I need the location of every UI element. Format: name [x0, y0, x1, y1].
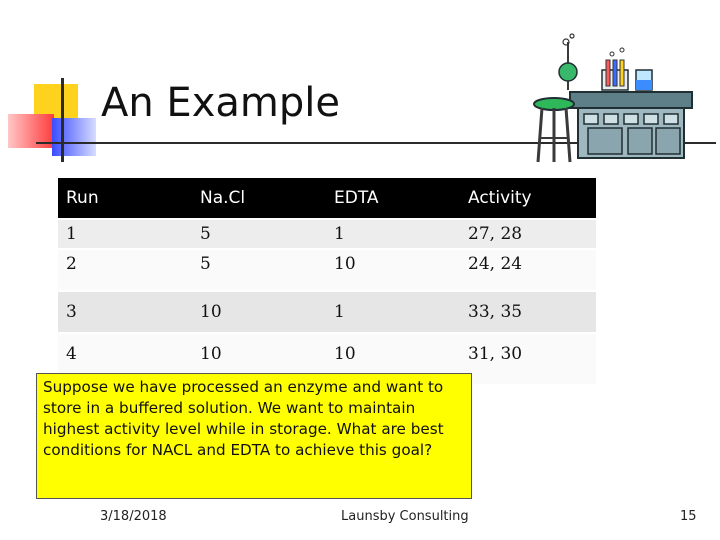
- results-table: [58, 178, 596, 384]
- table-cell: 3: [58, 291, 192, 333]
- table-cell: 5: [192, 219, 326, 249]
- footer-organization: Launsby Consulting: [341, 509, 469, 524]
- table-cell: 31, 30: [460, 333, 596, 384]
- table-row: [58, 291, 596, 333]
- table-header-row: [58, 178, 596, 219]
- table-cell: 10: [326, 249, 460, 291]
- table-cell: 1: [58, 219, 192, 249]
- footer-date: 3/18/2018: [100, 509, 167, 524]
- footer-page-number: 15: [680, 509, 697, 524]
- table-cell: 10: [326, 333, 460, 384]
- table-cell: 10: [192, 291, 326, 333]
- table-cell: 33, 35: [460, 291, 596, 333]
- question-callout: Suppose we have processed an enzyme and want to store in a buffered solution. We want to maintain highest activity level while in storage. What are best conditions for NACL and EDTA to achieve this goal?: [36, 373, 472, 499]
- table-cell: 5: [192, 249, 326, 291]
- table-cell: 27, 28: [460, 219, 596, 249]
- accent-square-blue: [52, 118, 96, 156]
- header-run: Run: [58, 178, 192, 219]
- table-cell: 4: [58, 333, 192, 384]
- accent-vertical-line: [61, 78, 64, 162]
- slide-title: An Example: [101, 80, 340, 126]
- header-nacl: Na.Cl: [192, 178, 326, 219]
- table-cell: 10: [192, 333, 326, 384]
- lab-bench-illustration: [528, 30, 704, 180]
- table-row: [58, 249, 596, 291]
- table-cell: 1: [326, 219, 460, 249]
- header-edta: EDTA: [326, 178, 460, 219]
- table-cell: 1: [326, 291, 460, 333]
- table-cell: 24, 24: [460, 249, 596, 291]
- header-activity: Activity: [460, 178, 596, 219]
- table-cell: 2: [58, 249, 192, 291]
- table-row: [58, 219, 596, 249]
